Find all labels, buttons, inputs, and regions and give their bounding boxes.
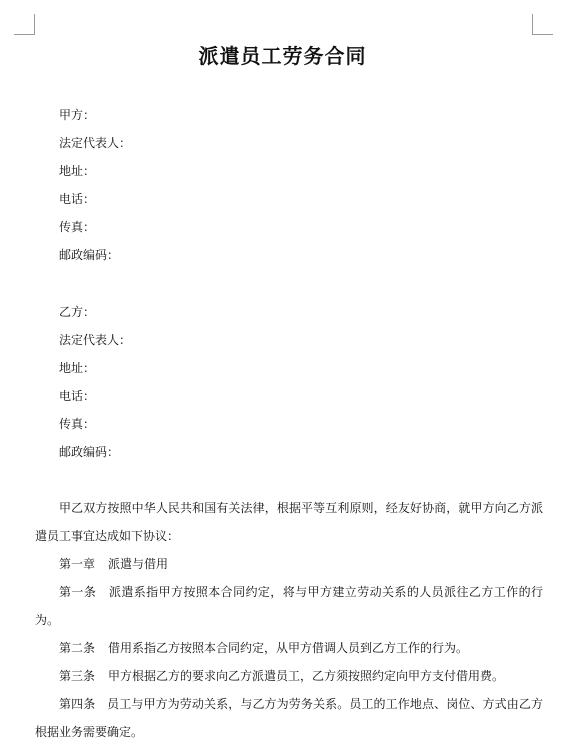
party-b-fax: 传真：: [59, 417, 96, 431]
article-3-label: 第三条: [59, 669, 96, 683]
article-4: [35, 690, 543, 746]
party-a-postcode: 邮政编码：: [59, 248, 120, 262]
party-b-representative: 法定代表人：: [59, 333, 132, 347]
article-1: [35, 578, 543, 634]
chapter-1-title: 派遣与借用: [108, 557, 169, 571]
party-a-address: 地址：: [59, 164, 96, 178]
party-a-fax: 传真：: [59, 220, 96, 234]
article-3-text: 甲方根据乙方的要求向乙方派遣员工，乙方须按照约定向甲方支付借用费。: [108, 669, 505, 683]
article-3: [59, 668, 504, 684]
chapter-1-label: 第一章: [59, 557, 96, 571]
party-b-postcode: 邮政编码：: [59, 445, 120, 459]
party-a-phone: 电话：: [59, 192, 96, 206]
article-4-label: 第四条: [59, 697, 96, 711]
page-corner-mark-top-left: [14, 14, 35, 35]
party-b-label: 乙方：: [59, 305, 96, 319]
article-2: [59, 640, 468, 656]
document-title: 派遣员工劳务合同: [198, 44, 367, 68]
article-2-label: 第二条: [59, 641, 96, 655]
party-a-label: 甲方：: [59, 108, 96, 122]
chapter-1-heading: [59, 556, 168, 572]
article-1-label: 第一条: [59, 585, 97, 599]
article-1-text: 派遣系指甲方按照本合同约定，将与甲方建立劳动关系的人员派往乙方工作的行为。: [35, 585, 543, 627]
article-2-text: 借用系指乙方按照本合同约定，从甲方借调人员到乙方工作的行为。: [108, 641, 469, 655]
intro-paragraph: 甲乙双方按照中华人民共和国有关法律，根据平等互利原则，经友好协商，就甲方向乙方派遣员工事宜达成如下协议：: [35, 501, 543, 543]
party-b-phone: 电话：: [59, 389, 96, 403]
party-a-representative: 法定代表人：: [59, 136, 132, 150]
article-4-text: 员工与甲方为劳动关系，与乙方为劳务关系。员工的工作地点、岗位、方式由乙方根据业务需要确定。: [35, 697, 543, 739]
party-b-address: 地址：: [59, 361, 96, 375]
page-corner-mark-top-right: [532, 14, 553, 35]
